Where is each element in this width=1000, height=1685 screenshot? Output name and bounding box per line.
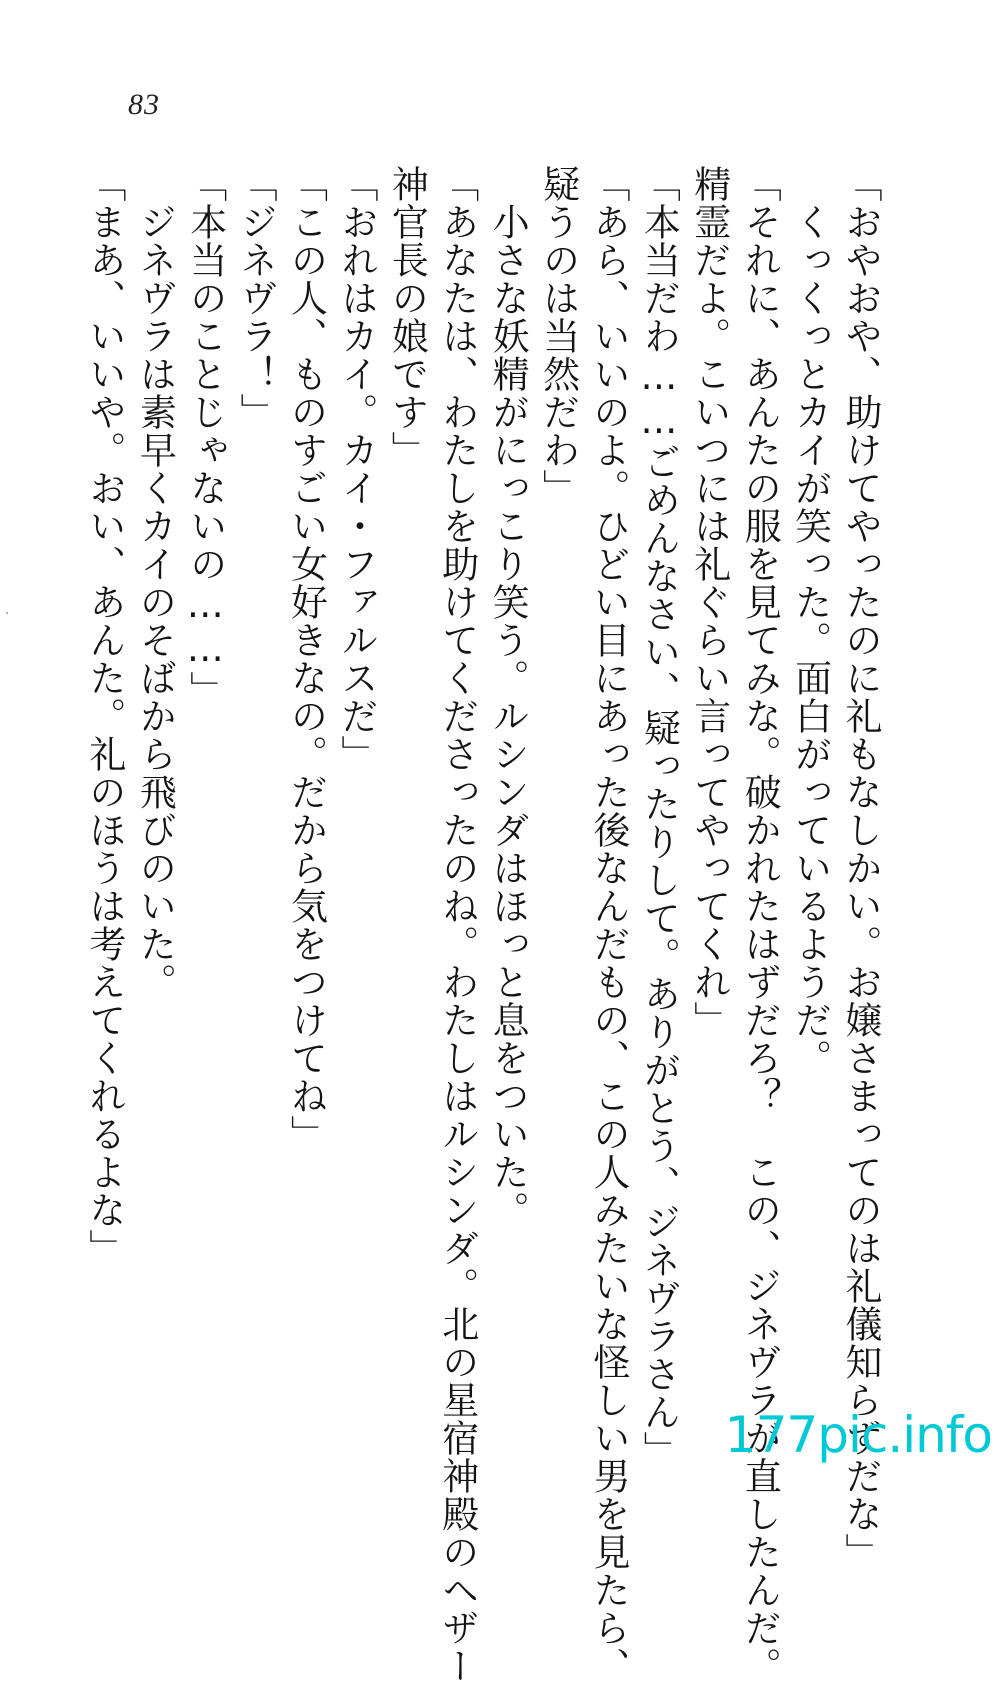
text-line: 「おれはカイ。カイ・ファルスだ」: [334, 165, 378, 773]
text-line: 精霊だよ。こいつには礼ぐらい言ってやってくれ」: [687, 165, 731, 1039]
text-line: 「この人、ものすごい女好きなの。だから気をつけてね」: [284, 165, 328, 1153]
scan-speck: [6, 612, 8, 614]
text-line: 疑うのは当然だわ」: [536, 165, 580, 507]
text-line: 「本当だわ……ごめんなさい、疑ったりして。ありがとう、ジネヴラさん」: [637, 165, 681, 1469]
text-line: 「おやおや、助けてやったのに礼もなしかい。お嬢さまってのは礼儀知らずだな」: [839, 165, 882, 1571]
text-line: くっくっとカイが笑った。面白がっているようだ。: [788, 165, 832, 1077]
text-line: 「それに、あんたの服を見てみな。破かれたはずだろ？ この、ジネヴラが直したんだ。: [738, 165, 782, 1685]
text-line: 「ジネヴラ！」: [234, 165, 278, 431]
text-line: ジネヴラは素早くカイのそばから飛びのいた。: [133, 165, 177, 1001]
text-line: 「あなたは、わたしを助けてくださったのね。わたしはルシンダ。北の星宿神殿のヘザー: [435, 165, 479, 1685]
text-line: 「本当のことじゃないの……」: [183, 165, 227, 709]
text-line: 「まあ、いいや。おい、あんた。礼のほうは考えてくれるよな」: [82, 165, 126, 1267]
text-line: 「あら、いいのよ。ひどい目にあった後なんだもの、この人みたいな怪しい男を見たら、: [586, 165, 630, 1685]
text-line: 小さな妖精がにっこり笑う。ルシンダはほっと息をついた。: [486, 165, 530, 1229]
watermark: 177pic.info: [724, 1406, 992, 1464]
text-line: 神官長の娘です」: [385, 165, 429, 469]
page-number: 83: [128, 88, 160, 121]
